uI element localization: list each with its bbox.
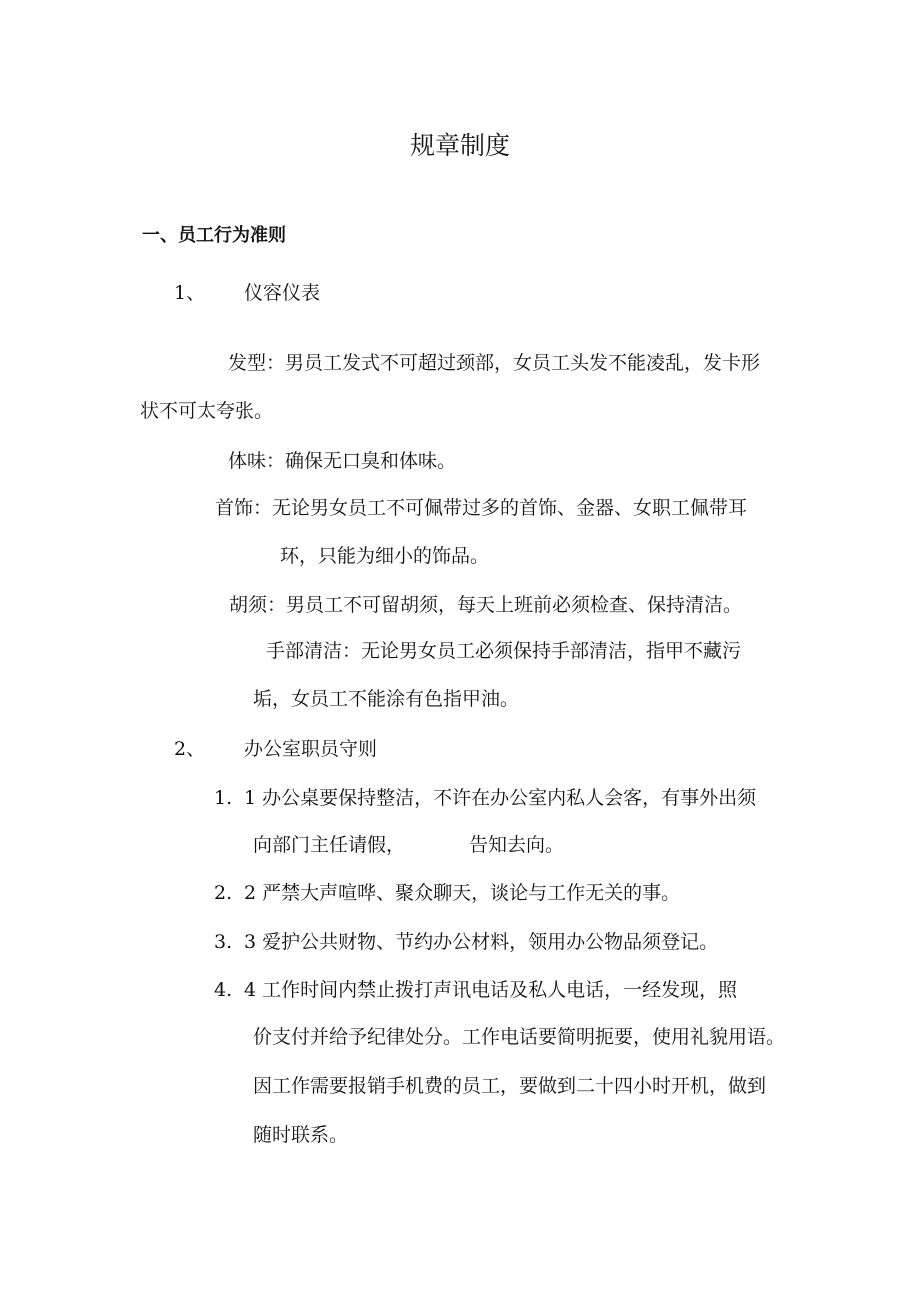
rule-2	[214, 881, 680, 905]
item-1-title: 仪容仪表	[244, 282, 321, 304]
rule-1-text: 1 办公桌要保持整洁，不许在办公室内私人会客，有事外出须	[244, 787, 757, 809]
item-2-number: 2、	[174, 738, 206, 760]
jewelry-rule-line-1: 首饰：无论男女员工不可佩带过多的首饰、金器、女职工佩带耳	[215, 497, 748, 519]
hands-rule-line-1: 手部清洁：无论男女员工必须保持手部清洁，指甲不藏污	[266, 640, 742, 662]
item-1-heading	[174, 281, 320, 305]
rule-1-text-b: 告知去向。	[469, 834, 565, 856]
rule-4-line-4: 随时联系。	[253, 1124, 349, 1146]
rule-1-line-2	[253, 833, 564, 857]
item-1-number: 1、	[174, 282, 206, 304]
rule-3-marker: 3.	[214, 931, 233, 953]
rule-4-line-3: 因工作需要报销手机费的员工，要做到二十四小时开机，做到	[253, 1075, 767, 1097]
rule-1-line-1	[214, 786, 756, 810]
rule-4-line-1	[214, 978, 737, 1002]
hair-rule-line-2: 状不可太夸张。	[140, 400, 274, 422]
rule-3-text: 3 爱护公共财物、节约办公材料，领用办公物品须登记。	[244, 931, 719, 953]
rule-1-marker: 1.	[214, 787, 233, 809]
beard-rule: 胡须：男员工不可留胡须，每天上班前必须检查、保持清洁。	[229, 594, 743, 616]
rule-4-marker: 4.	[214, 979, 233, 1001]
item-2-title: 办公室职员守则	[244, 738, 378, 760]
odor-rule: 体味：确保无口臭和体味。	[228, 450, 457, 472]
rule-3	[214, 930, 718, 954]
rule-1-text-a: 向部门主任请假，	[253, 834, 406, 856]
hair-rule-line-1: 发型：男员工发式不可超过颈部，女员工头发不能凌乱，发卡形	[228, 352, 761, 374]
item-2-heading	[174, 737, 377, 761]
rule-2-text: 2 严禁大声喧哗、聚众聊天，谈论与工作无关的事。	[244, 882, 681, 904]
rule-4-line-2: 价支付并给予纪律处分。工作电话要简明扼要，使用礼貌用语。	[253, 1026, 786, 1048]
rule-4-text: 4 工作时间内禁止拨打声讯电话及私人电话，一经发现，照	[244, 979, 738, 1001]
jewelry-rule-line-2: 环，只能为细小的饰品。	[280, 545, 490, 567]
hands-rule-line-2: 垢，女员工不能涂有色指甲油。	[253, 688, 520, 710]
section-heading: 一、员工行为准则	[142, 225, 286, 246]
page-title: 规章制度	[409, 131, 510, 160]
rule-2-marker: 2.	[214, 882, 233, 904]
